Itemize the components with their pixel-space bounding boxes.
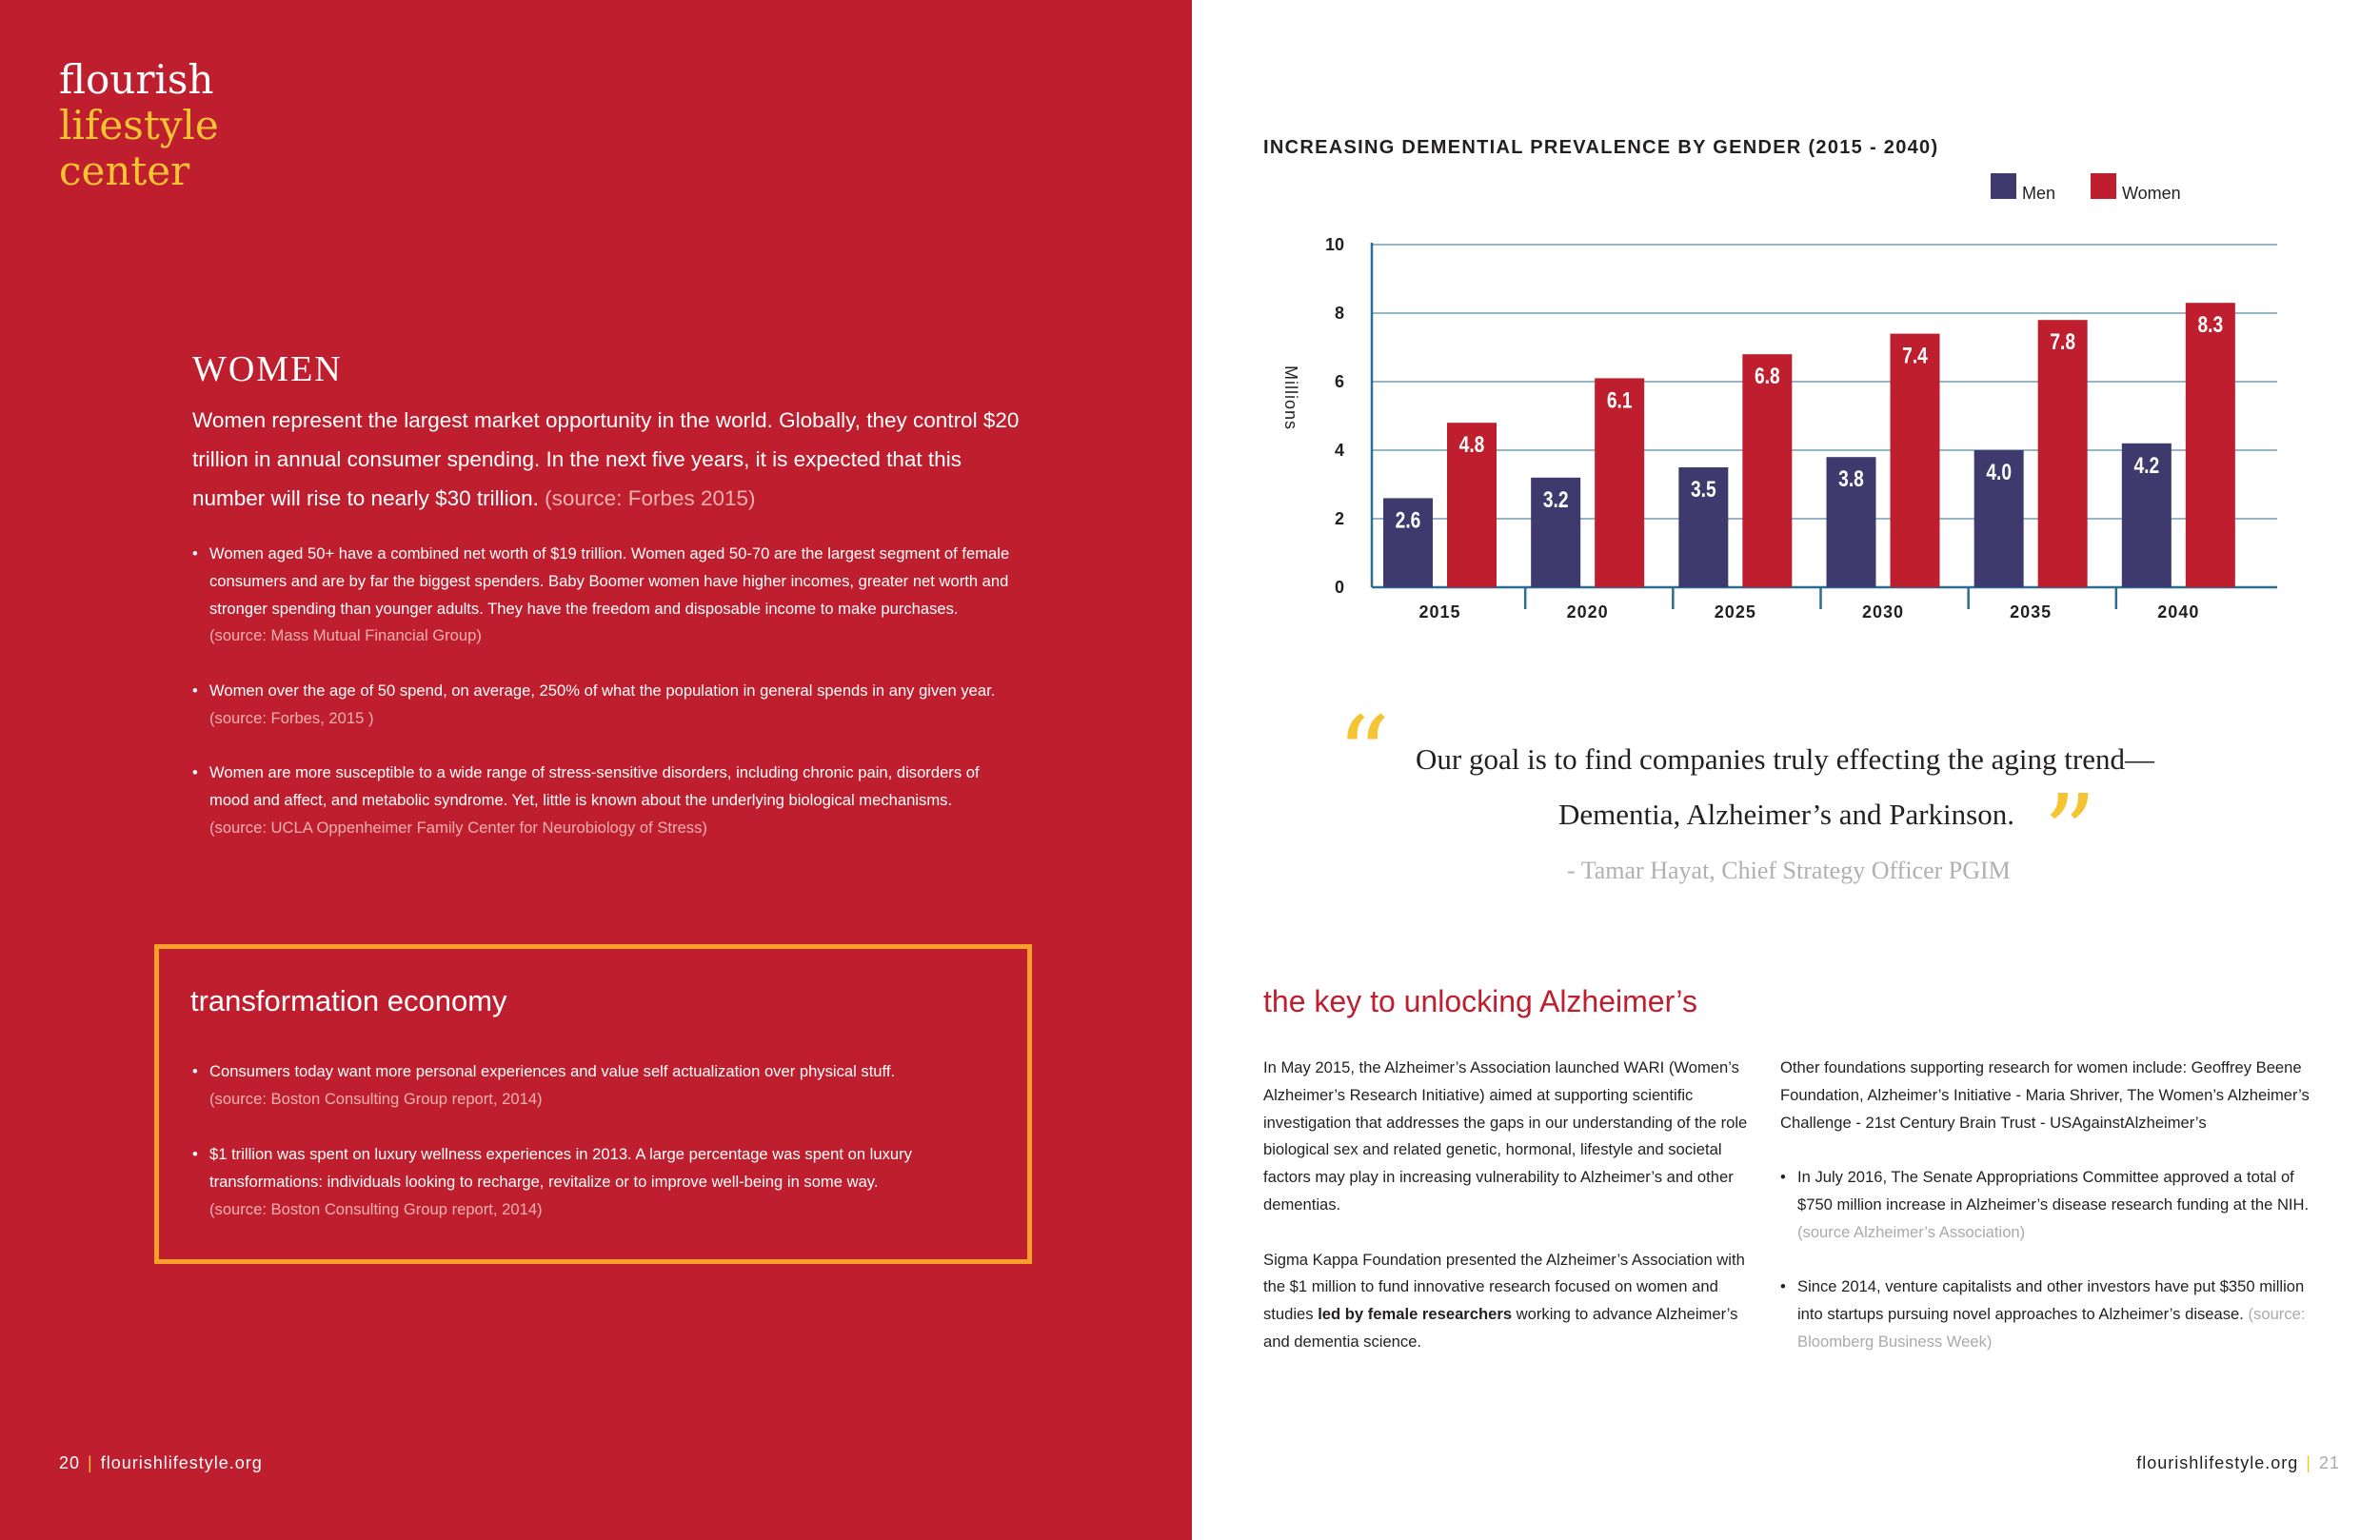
alz-paragraph-1: In May 2015, the Alzheimer’s Association launched WARI (Women’s Alzheimer’s Research Initiative) aimed at supporting scientific investigation that addresses the gaps in our understanding of the role biological sex and related genetic, hormonal, lifestyle and societal factors may play in increasing vulnerability to Alzheimer’s and other dementias. bbox=[1263, 1058, 1748, 1214]
transformation-title: transformation economy bbox=[190, 984, 507, 1017]
y-axis-label: Millions bbox=[1281, 365, 1300, 431]
footer-site-link[interactable]: flourishlifestyle.org bbox=[100, 1453, 263, 1472]
data-label: 6.1 bbox=[1606, 386, 1633, 413]
right-page bbox=[1192, 0, 2380, 1540]
women-bullet-list-2 bbox=[192, 678, 1011, 733]
data-label: 3.8 bbox=[1838, 465, 1864, 492]
bullet-text: $1 trillion was spent on luxury wellness experiences in 2013. A large percentage was spent on luxury transformations: individuals looking to recharge, revitalize or to improve well-being in some way. bbox=[209, 1145, 912, 1191]
bar-women-2025 bbox=[1742, 354, 1792, 587]
data-label: 4.2 bbox=[2133, 451, 2160, 479]
data-label: 4.0 bbox=[1986, 458, 2013, 485]
x-tick-label: 2040 bbox=[2157, 602, 2200, 622]
women-bullet-list-3 bbox=[192, 760, 1011, 841]
bar-women-2040 bbox=[2186, 303, 2235, 587]
page-number: 20 bbox=[59, 1453, 81, 1472]
y-tick-label: 10 bbox=[1324, 235, 1344, 254]
women-bullet bbox=[192, 541, 1011, 650]
y-tick-label: 6 bbox=[1334, 372, 1344, 391]
chart-title: INCREASING DEMENTIAL PREVALENCE BY GENDER (2015 - 2040) bbox=[1263, 137, 1939, 158]
women-intro-source: (source: Forbes 2015) bbox=[545, 486, 756, 510]
women-bullet bbox=[192, 760, 1011, 841]
women-bullet bbox=[192, 678, 1011, 733]
alz-bullet-list bbox=[1780, 1164, 2313, 1356]
dementia-bar-chart bbox=[1192, 0, 2380, 685]
logo-line-2: lifestyle bbox=[59, 102, 219, 148]
bullet-text: Since 2014, venture capitalists and other investors have put $350 million into startups pursuing novel approaches to Alzheimer’s disease. bbox=[1797, 1277, 2305, 1324]
women-intro bbox=[192, 401, 1030, 518]
alz-paragraph-2 bbox=[1263, 1247, 1758, 1356]
transformation-bullet-list-2 bbox=[192, 1141, 1011, 1223]
bar-women-2030 bbox=[1891, 334, 1940, 587]
data-label: 7.8 bbox=[2050, 328, 2076, 355]
women-bullet-list-1 bbox=[192, 541, 1011, 650]
data-label: 4.8 bbox=[1458, 431, 1485, 458]
data-label: 8.3 bbox=[2197, 311, 2224, 338]
x-tick-label: 2030 bbox=[1861, 602, 1905, 622]
legend-label-women: Women bbox=[2122, 184, 2181, 203]
x-tick-label: 2015 bbox=[1418, 602, 1461, 622]
close-quote-mark: ” bbox=[2043, 772, 2097, 894]
bullet-text: Women aged 50+ have a combined net worth of $19 trillion. Women aged 50-70 are the largest segment of female consumers and are by far the biggest spenders. Baby Boomer women have higher incomes, greater net worth and stronger spending than younger adults. They have the freedom and disposable income to make purchases. bbox=[209, 544, 1010, 618]
bullet-source: (source: Bloomberg Business Week) bbox=[1797, 1305, 2306, 1351]
alz-paragraph-2-start: Sigma Kappa Foundation presented the Alzheimer’s Association with the $1 million to fund innovative research focused on women and studies bbox=[1263, 1250, 1745, 1324]
y-tick-label: 8 bbox=[1334, 304, 1344, 323]
alzheimers-column-2 bbox=[1780, 1055, 2313, 1384]
bullet-text: Consumers today want more personal experiences and value self actualization over physical stuff. bbox=[209, 1062, 896, 1080]
bullet-text: In July 2016, The Senate Appropriations Committee approved a total of $750 million increase in Alzheimer’s disease research funding at the NIH. bbox=[1797, 1168, 2310, 1214]
bullet-source: (source: Forbes, 2015 ) bbox=[209, 708, 374, 727]
transformation-bullet bbox=[192, 1141, 1011, 1223]
transformation-bullet-list-1 bbox=[192, 1058, 1011, 1114]
alzheimers-heading: the key to unlocking Alzheimer’s bbox=[1263, 984, 1697, 1018]
logo bbox=[59, 57, 219, 194]
quote-line-1: Our goal is to find companies truly effecting the aging trend— bbox=[1416, 742, 2154, 776]
open-quote-mark: “ bbox=[1337, 694, 1391, 816]
alz-bullet bbox=[1780, 1164, 2313, 1246]
data-label: 3.2 bbox=[1542, 485, 1569, 513]
legend-label-men: Men bbox=[2022, 184, 2056, 203]
logo-line-1: flourish bbox=[59, 56, 214, 103]
bullet-source: (source: Mass Mutual Financial Group) bbox=[209, 626, 482, 645]
logo-line-3: center bbox=[59, 148, 190, 194]
x-tick-label: 2035 bbox=[2010, 602, 2053, 622]
bullet-source: (source Alzheimer’s Association) bbox=[1797, 1222, 2026, 1241]
footer-right: flourishlifestyle.org | 21 bbox=[2136, 1453, 2340, 1472]
y-tick-label: 2 bbox=[1334, 509, 1344, 528]
women-intro-text: Women represent the largest market opportunity in the world. Globally, they control $20 trillion in annual consumer spending. In the next five years, it is expected that this number will rise to nearly $30 trillion. bbox=[192, 408, 1020, 510]
quote-attribution: - Tamar Hayat, Chief Strategy Officer PGIM bbox=[1567, 857, 2011, 884]
y-tick-label: 4 bbox=[1334, 441, 1344, 460]
alz-paragraph-3: Other foundations supporting research for women include: Geoffrey Beene Foundation, Alzheimer’s Initiative - Maria Shriver, The Women’s Alzheimer’s Challenge - 21st Century Brain Trust - USAgainstAlzheimer’s bbox=[1780, 1058, 2310, 1132]
quote-line-2: Dementia, Alzheimer’s and Parkinson. bbox=[1558, 798, 2014, 831]
transformation-bullet bbox=[192, 1058, 1011, 1114]
page-number: 21 bbox=[2318, 1453, 2340, 1472]
legend-swatch-men bbox=[1991, 173, 2016, 199]
bullet-text: Women are more susceptible to a wide range of stress-sensitive disorders, including chronic pain, disorders of mood and affect, and metabolic syndrome. Yet, little is known about the underlying biological mechanisms. bbox=[209, 763, 980, 809]
data-label: 3.5 bbox=[1690, 475, 1716, 503]
x-tick-label: 2025 bbox=[1714, 602, 1756, 622]
bullet-text: Women over the age of 50 spend, on average, 250% of what the population in general spends in any given year. bbox=[209, 681, 996, 700]
bullet-source: (source: UCLA Oppenheimer Family Center for Neurobiology of Stress) bbox=[209, 818, 707, 837]
alz-paragraph-2-end: working to advance Alzheimer’s and dementia science. bbox=[1263, 1305, 1738, 1351]
women-heading: WOMEN bbox=[192, 349, 343, 389]
footer-site-link[interactable]: flourishlifestyle.org bbox=[2136, 1453, 2299, 1472]
alz-bullet bbox=[1780, 1273, 2313, 1355]
bullet-source: (source: Boston Consulting Group report, 2014) bbox=[209, 1089, 543, 1108]
data-label: 2.6 bbox=[1395, 506, 1421, 533]
data-label: 6.8 bbox=[1754, 363, 1780, 389]
x-tick-label: 2020 bbox=[1566, 602, 1609, 622]
bar-women-2035 bbox=[2038, 320, 2088, 587]
alzheimers-column-1 bbox=[1263, 1055, 1758, 1384]
bullet-source: (source: Boston Consulting Group report, 2014) bbox=[209, 1199, 543, 1218]
legend-swatch-women bbox=[2091, 173, 2116, 199]
data-label: 7.4 bbox=[1902, 342, 1928, 369]
footer-left: 20 | flourishlifestyle.org bbox=[59, 1453, 263, 1472]
y-tick-label: 0 bbox=[1334, 578, 1344, 597]
alz-paragraph-2-bold: led by female researchers bbox=[1318, 1305, 1513, 1324]
